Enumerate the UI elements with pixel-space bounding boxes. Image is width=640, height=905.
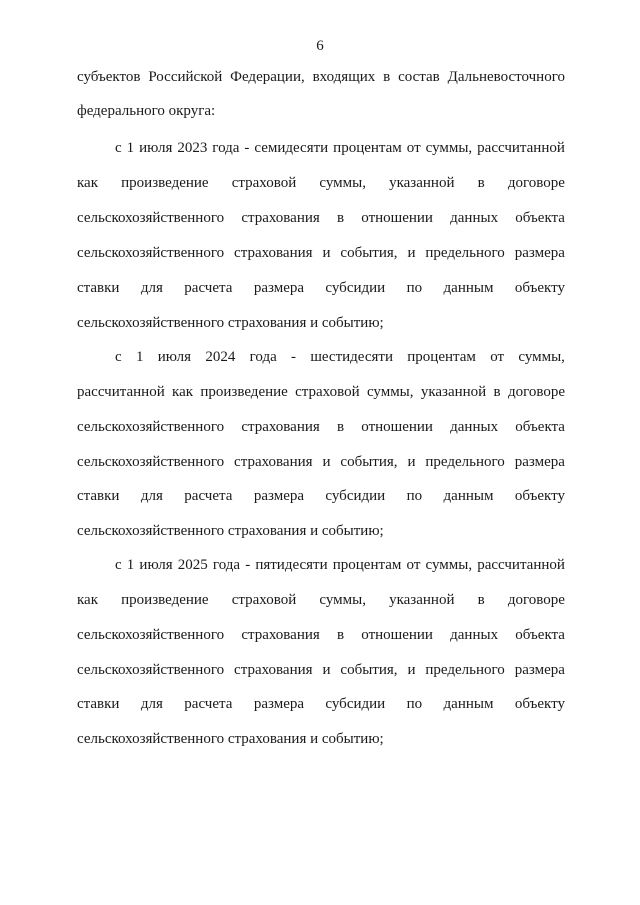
word: сельскохозяйственного страхования и событию;: [77, 731, 384, 747]
word: размера: [253, 488, 305, 504]
word: указанной: [389, 175, 455, 191]
word: для: [140, 488, 163, 504]
word: сельскохозяйственного: [77, 419, 225, 435]
word: в: [336, 210, 345, 226]
word: объекту: [514, 696, 565, 712]
word: указанной: [389, 592, 455, 608]
word: отношении: [361, 210, 433, 226]
word: с: [115, 557, 122, 573]
word: от: [490, 349, 505, 365]
word: в: [336, 627, 345, 643]
word: с: [115, 140, 122, 156]
word: ставки: [77, 280, 120, 296]
word: входящих: [312, 69, 376, 85]
word: в: [493, 384, 501, 400]
word: 1: [135, 349, 144, 365]
word: сельскохозяйственного: [77, 210, 225, 226]
word: размера: [514, 454, 565, 470]
word: суммы,: [425, 140, 473, 156]
word: данных: [450, 627, 499, 643]
text-line: [77, 729, 565, 749]
word: и: [322, 245, 331, 261]
word: 2023: [177, 140, 208, 156]
word: рассчитанной: [477, 140, 565, 156]
word: от: [406, 140, 421, 156]
text-line: [77, 101, 565, 121]
word: как: [77, 592, 99, 608]
word: суммы,: [319, 592, 366, 608]
word: данным: [443, 488, 494, 504]
text-line: [77, 313, 565, 333]
word: страхования: [234, 245, 313, 261]
word: страховой: [295, 384, 360, 400]
word: по: [406, 280, 423, 296]
word: размера: [253, 280, 305, 296]
word: года: [212, 140, 240, 156]
word: сельскохозяйственного страхования и событию;: [77, 523, 384, 539]
text-line: [77, 382, 565, 402]
word: произведение: [121, 592, 209, 608]
word: суммы,: [425, 557, 473, 573]
word: -: [291, 349, 297, 365]
text-line: [77, 486, 565, 506]
word: и: [407, 454, 416, 470]
word: -: [245, 557, 251, 573]
word: в: [477, 592, 485, 608]
word: июля: [139, 140, 173, 156]
word: страхования: [241, 419, 320, 435]
word: расчета: [184, 696, 233, 712]
word: Дальневосточного: [447, 69, 565, 85]
word: данным: [443, 280, 494, 296]
word: -: [244, 140, 250, 156]
word: от: [406, 557, 421, 573]
word: суммы,: [366, 384, 414, 400]
word: и: [407, 245, 416, 261]
word: данным: [443, 696, 494, 712]
word: 1: [126, 557, 135, 573]
word: года: [249, 349, 277, 365]
word: по: [406, 696, 423, 712]
word: страхования: [234, 454, 313, 470]
word: в: [477, 175, 485, 191]
word: июля: [157, 349, 192, 365]
word: отношении: [361, 419, 433, 435]
word: сельскохозяйственного: [77, 454, 225, 470]
word: июля: [139, 557, 173, 573]
word: Российской: [148, 69, 223, 85]
word: указанной: [420, 384, 487, 400]
word: для: [140, 696, 163, 712]
text-line: [77, 625, 565, 645]
word: в: [336, 419, 345, 435]
word: субсидии: [325, 696, 386, 712]
word: страхования: [234, 662, 313, 678]
word: данных: [450, 419, 499, 435]
word: с: [115, 349, 122, 365]
word: сельскохозяйственного страхования и событию;: [77, 315, 384, 331]
word: размера: [514, 245, 565, 261]
word: в: [383, 69, 391, 85]
word: ставки: [77, 696, 120, 712]
word: страхования: [241, 627, 320, 643]
word: для: [140, 280, 163, 296]
text-line: [77, 278, 565, 298]
word: размера: [514, 662, 565, 678]
word: события,: [340, 662, 398, 678]
word: объекта: [515, 210, 565, 226]
word: субсидии: [325, 488, 386, 504]
word: страхования: [241, 210, 320, 226]
text-line: [77, 417, 565, 437]
text-line: [77, 590, 565, 610]
word: размера: [253, 696, 305, 712]
word: процентам: [332, 557, 402, 573]
page-number: 6: [316, 38, 324, 54]
word: договоре: [507, 384, 565, 400]
word: и: [322, 454, 331, 470]
word: предельного: [425, 454, 505, 470]
word: страховой: [231, 175, 297, 191]
word: состав: [398, 69, 440, 85]
word: рассчитанной: [477, 557, 565, 573]
word: сельскохозяйственного: [77, 245, 225, 261]
word: ставки: [77, 488, 120, 504]
word: расчета: [184, 280, 233, 296]
word: субъектов: [77, 69, 141, 85]
word: объекту: [514, 488, 565, 504]
text-line: [77, 660, 565, 680]
word: года: [212, 557, 241, 573]
word: Федерации,: [230, 69, 305, 85]
word: 2024: [205, 349, 236, 365]
word: субсидии: [325, 280, 386, 296]
word: произведение: [200, 384, 288, 400]
text-line: [77, 521, 565, 541]
word: события,: [340, 454, 398, 470]
word: пятидесяти: [255, 557, 328, 573]
word: семидесяти: [254, 140, 329, 156]
word: объекту: [514, 280, 565, 296]
word: и: [322, 662, 331, 678]
text-line: [77, 452, 565, 472]
text-line: [77, 208, 565, 228]
word: объекта: [515, 419, 565, 435]
word: отношении: [361, 627, 433, 643]
word: шестидесяти: [310, 349, 393, 365]
word: по: [406, 488, 423, 504]
word: страховой: [231, 592, 297, 608]
word: 1: [126, 140, 135, 156]
text-line: [115, 347, 565, 367]
text-line: [77, 173, 565, 193]
word: суммы,: [518, 349, 565, 365]
word: и: [407, 662, 416, 678]
word: как: [77, 175, 99, 191]
text-line: [115, 138, 565, 158]
word: процентам: [407, 349, 476, 365]
word: договоре: [507, 592, 565, 608]
text-line: [77, 694, 565, 714]
text-line: [77, 67, 565, 87]
word: произведение: [121, 175, 209, 191]
word: предельного: [425, 662, 505, 678]
word: предельного: [425, 245, 505, 261]
word: процентам: [333, 140, 402, 156]
text-line: [77, 243, 565, 263]
word: рассчитанной: [77, 384, 165, 400]
word: договоре: [507, 175, 565, 191]
text-line: [115, 555, 565, 575]
word: данных: [450, 210, 499, 226]
word: объекта: [515, 627, 565, 643]
word: 2025: [177, 557, 208, 573]
word: сельскохозяйственного: [77, 627, 225, 643]
word: сельскохозяйственного: [77, 662, 225, 678]
word: как: [172, 384, 194, 400]
word: события,: [340, 245, 398, 261]
word: суммы,: [319, 175, 366, 191]
word: федерального округа:: [77, 103, 216, 119]
word: расчета: [184, 488, 233, 504]
